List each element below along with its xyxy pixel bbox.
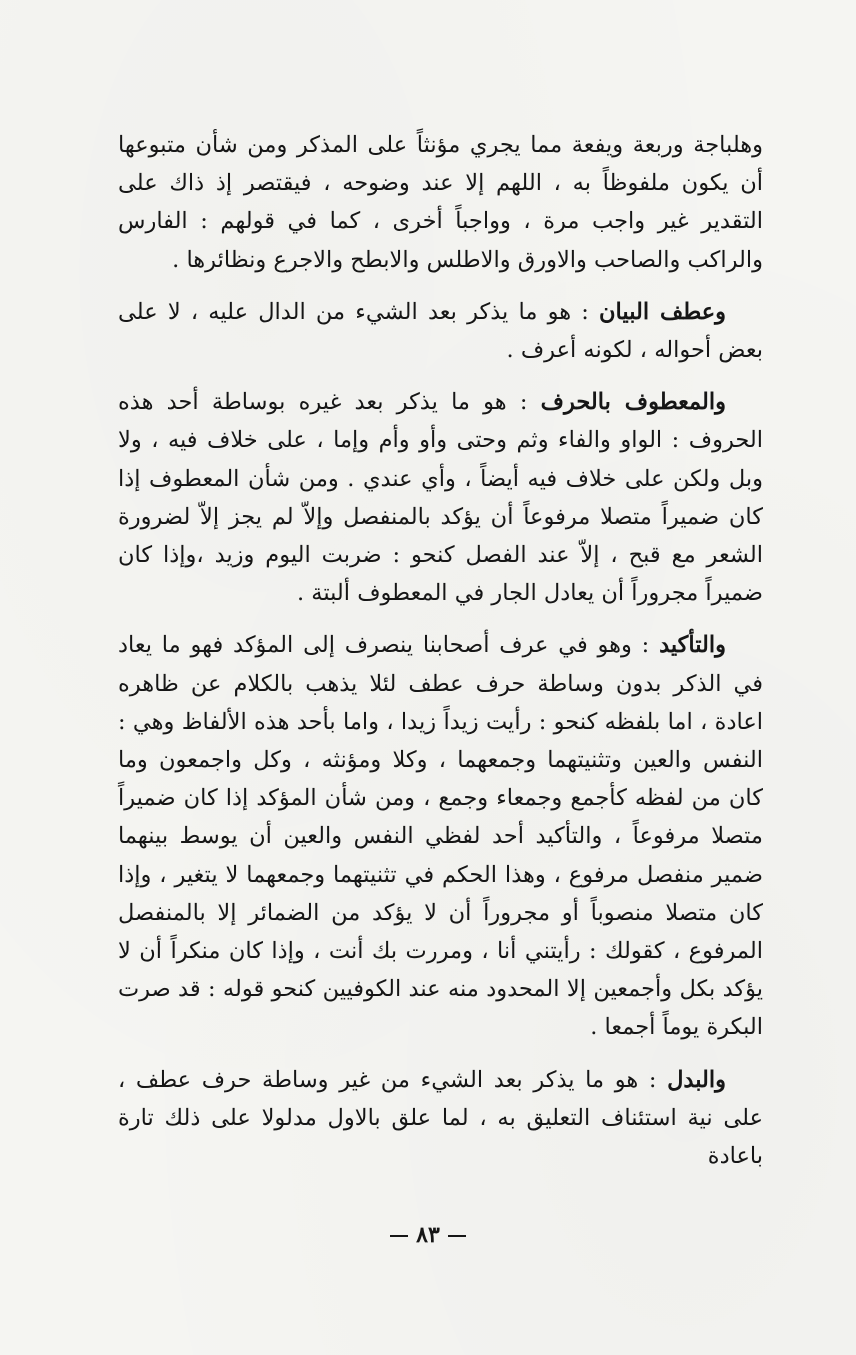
term-heading: والبدل bbox=[667, 1066, 726, 1093]
paragraph-text: : هو ما يذكر بعد الشيء من غير وساطة حرف عطف ، على نية استئناف التعليق به ، لما علق بالاول مدلولا على ذلك تارة باعادة bbox=[118, 1066, 763, 1170]
paragraph-continuation bbox=[118, 126, 763, 279]
body-text bbox=[118, 126, 763, 1175]
paragraph-tawkid bbox=[118, 626, 763, 1046]
paragraph-atf-al-bayan bbox=[118, 293, 763, 369]
paragraph-text: : وهو في عرف أصحابنا ينصرف إلى المؤكد فهو ما يعاد في الذكر بدون وساطة حرف عطف لئلا يذهب بالكلام عن ظاهره اعادة ، اما بلفظه كنحو : رأيت زيداً زيدا ، واما بأحد هذه الألفاظ وهي : النفس والعين وتثنيتهما وجمعهما ، وكلا ومؤنثه ، وكل واجمعون وما كان من لفظه كأجمع وجمعاء وجمع ، ومن شأن المؤكد إذا كان ضميراً متصلا مرفوعاً ، والتأكيد أحد لفظي النفس والعين أن يوسط بينهما ضمير منفصل مرفوع ، وهذا الحكم في تثنيتهما وجمعهما لا يتغير ، وإذا كان متصلا منصوباً أو مجروراً أن لا يؤكد من الضمائر إلا بالمنفصل المرفوع ، كقولك : رأيتني أنا ، ومررت بك أنت ، وإذا كان منكراً أن لا يؤكد بكل وأجمعين إلا المحدود منه عند الكوفيين كنحو قوله : قد صرت البكرة يوماً أجمعا . bbox=[118, 632, 763, 1041]
paragraph-maatuf-bil-harf bbox=[118, 383, 763, 612]
page-number bbox=[0, 1222, 856, 1248]
paragraph-text: : هو ما يذكر بعد غيره بوساطة أحد هذه الحروف : الواو والفاء وثم وحتى وأو وأم وإما ، على خلاف فيه ، ولا وبل ولكن على خلاف فيه أيضاً ، وأي عندي . ومن شأن المعطوف إذا كان ضميراً متصلا مرفوعاً أن يؤكد بالمنفصل وإلاّ لم يجز إلاّ لضرورة الشعر مع قبح ، إلاّ عند الفصل كنحو : ضربت اليوم وزيد ،وإذا كان ضميراً مجروراً أن يعادل الجار في المعطوف ألبتة . bbox=[118, 389, 763, 607]
paragraph-text: : هو ما يذكر بعد الشيء من الدال عليه ، لا على بعض أحواله ، لكونه أعرف . bbox=[118, 298, 763, 364]
term-heading: والمعطوف بالحرف bbox=[540, 389, 726, 416]
paragraph-badal bbox=[118, 1061, 763, 1176]
term-heading: والتأكيد bbox=[659, 632, 726, 659]
dash-right bbox=[448, 1235, 466, 1237]
term-heading: وعطف البيان bbox=[599, 298, 727, 325]
dash-left bbox=[390, 1235, 408, 1237]
paragraph-text: وهلباجة وربعة ويفعة مما يجري مؤنثاً على المذكر ومن شأن متبوعها أن يكون ملفوظاً به ، اللهم إلا عند وضوحه ، فيقتصر إذ ذاك على التقدير غير واجب مرة ، وواجباً أخرى ، كما في قولهم : الفارس والراكب والصاحب والاورق والاطلس والابطح والاجرع ونظائرها . bbox=[118, 132, 763, 273]
page-number-value: ٨٣ bbox=[416, 1222, 440, 1248]
